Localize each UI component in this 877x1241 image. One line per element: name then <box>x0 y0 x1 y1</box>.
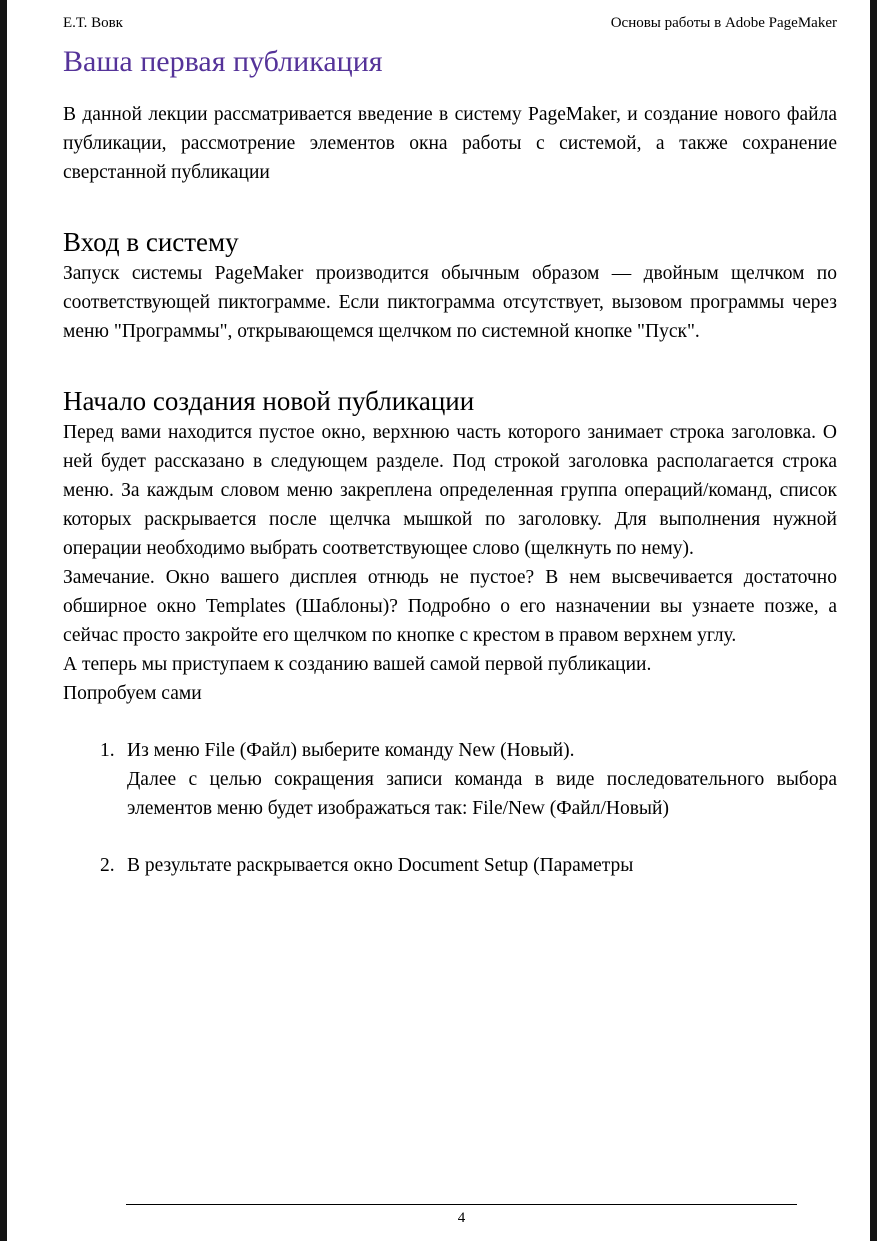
header-book-title: Основы работы в Adobe PageMaker <box>610 15 837 31</box>
numbered-steps-list <box>63 736 837 880</box>
paragraph-window-description: Перед вами находится пустое окно, верхнюю часть которого занимает строка заголовка. О ней будет рассказано в следующем разделе. Под строкой заголовка располагается строка меню. За каждым словом меню закреплена определенная группа операций/команд, список которых раскрывается после щелчка мышкой по заголовку. Для выполнения нужной операции необходимо выбрать соответствующее слово (щелкнуть по нему). <box>63 422 837 560</box>
paragraph-note-templates: Замечание. Окно вашего дисплея отнюдь не пустое? В нем высвечивается достаточно обширное окно Templates (Шаблоны)? Подробно о его назначении вы узнаете позже, а сейчас просто закройте его щелчком по кнопке с крестом в правом верхнем углу. <box>63 567 837 647</box>
page-right-edge <box>870 0 877 1241</box>
step-line: В результате раскрывается окно Document Setup (Параметры <box>127 855 634 877</box>
page-left-edge <box>0 0 7 1241</box>
paragraph-try-yourself: Попробуем сами <box>63 683 202 705</box>
intro-paragraph: В данной лекции рассматривается введение в систему PageMaker, и создание нового файла публикации, рассмотрение элементов окна работы с системой, а также сохранение сверстанной публикации <box>63 104 837 184</box>
page-content <box>63 14 837 1241</box>
page-title: Ваша первая публикация <box>63 45 383 78</box>
step-line: Далее с целью сокращения записи команда в виде последовательного выбора элементов меню будет изображаться так: File/New (Файл/Новый) <box>127 769 837 820</box>
list-item <box>100 736 837 823</box>
step-line: Из меню File (Файл) выберите команду New (Новый). <box>127 740 575 762</box>
section-login-paragraph: Запуск системы PageMaker производится обычным образом — двойным щелчком по соответствующей пиктограмме. Если пиктограмма отсутствует, вызовом программы через меню "Программы", открывающемся щелчком по системной кнопке "Пуск". <box>63 263 837 343</box>
running-header <box>63 14 837 32</box>
list-item <box>100 851 837 880</box>
section-heading-new-publication: Начало создания новой публикации <box>63 386 475 417</box>
section-heading-login: Вход в систему <box>63 227 239 258</box>
header-author: Е.Т. Вовк <box>63 15 123 31</box>
paragraph-lets-start: А теперь мы приступаем к созданию вашей самой первой публикации. <box>63 654 652 676</box>
page-number: 4 <box>457 1210 466 1226</box>
page-footer <box>126 1204 797 1227</box>
footer-rule <box>126 1204 797 1205</box>
